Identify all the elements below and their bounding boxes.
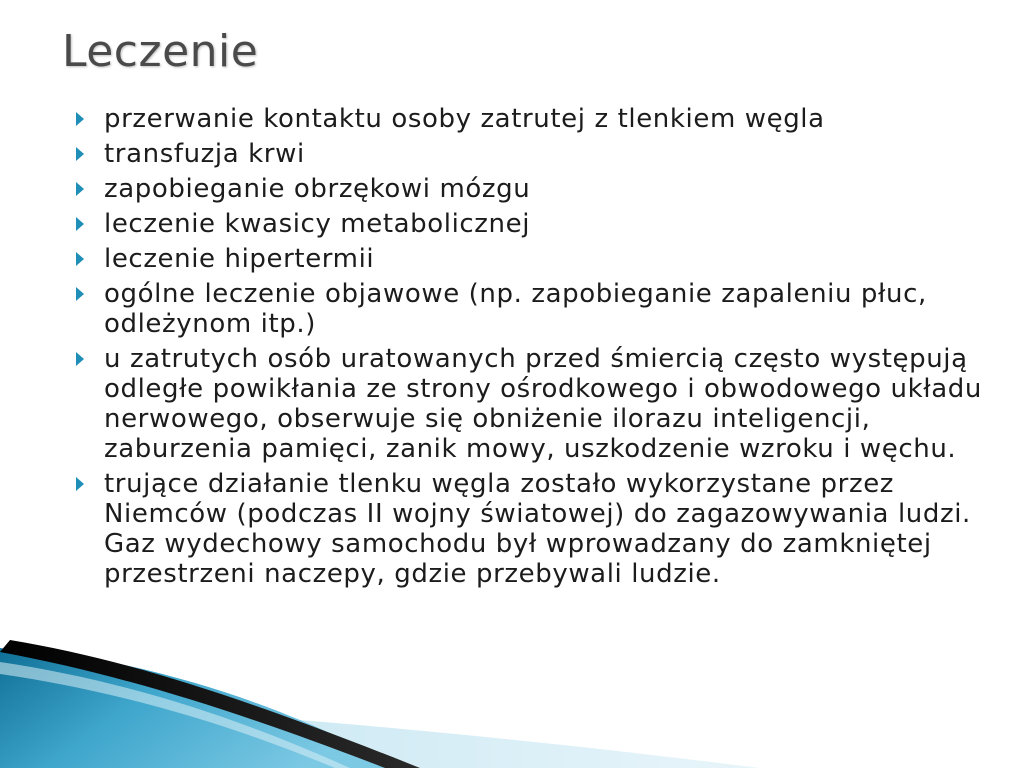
bullet-text: trujące działanie tlenku węgla zostało wykorzystane przez Niemców (podczas II wojny światowej) do zagazowywania ludzi. Gaz wydechowy samochodu był wprowadzany do zamkniętej przestrzeni naczepy, gdzie przebywali ludzie. — [104, 469, 971, 589]
bullet-arrow-icon — [76, 217, 84, 231]
bullet-item — [0, 104, 1024, 134]
bullet-item — [0, 174, 1024, 204]
bullet-arrow-icon — [76, 287, 84, 301]
bullet-item — [0, 139, 1024, 169]
bullet-arrow-icon — [76, 477, 84, 491]
bullet-item — [0, 469, 1024, 589]
bullet-text: zapobieganie obrzękowi mózgu — [104, 174, 531, 204]
bullet-arrow-icon — [76, 182, 84, 196]
bullet-arrow-icon — [76, 112, 84, 126]
bullet-text: przerwanie kontaktu osoby zatrutej z tlenkiem węgla — [104, 104, 825, 134]
bullet-item — [0, 244, 1024, 274]
blue-wave — [0, 648, 400, 768]
bullet-item — [0, 344, 1024, 464]
bullet-item — [0, 209, 1024, 239]
highlight-stripe — [0, 662, 350, 768]
bullet-item — [0, 279, 1024, 339]
bullet-text: transfuzja krwi — [104, 139, 305, 169]
pale-wave — [0, 700, 760, 768]
bullet-text: ogólne leczenie objawowe (np. zapobieganie zapaleniu płuc, odleżynom itp.) — [104, 279, 927, 339]
bullet-arrow-icon — [76, 147, 84, 161]
bullet-text: leczenie kwasicy metabolicznej — [104, 209, 531, 239]
bullet-arrow-icon — [76, 352, 84, 366]
bullet-text: u zatrutych osób uratowanych przed śmiercią często występują odległe powikłania ze strony ośrodkowego i obwodowego układu nerwowego, obserwuje się obniżenie ilorazu inteligencji, zaburzenia pamięci, zanik mowy, uszkodzenie wzroku i węchu. — [104, 344, 982, 464]
slide-title: Leczenie — [62, 26, 259, 77]
dark-stripe — [0, 640, 420, 768]
bullet-list — [0, 104, 1024, 594]
bullet-arrow-icon — [76, 252, 84, 266]
bullet-text: leczenie hipertermii — [104, 244, 375, 274]
